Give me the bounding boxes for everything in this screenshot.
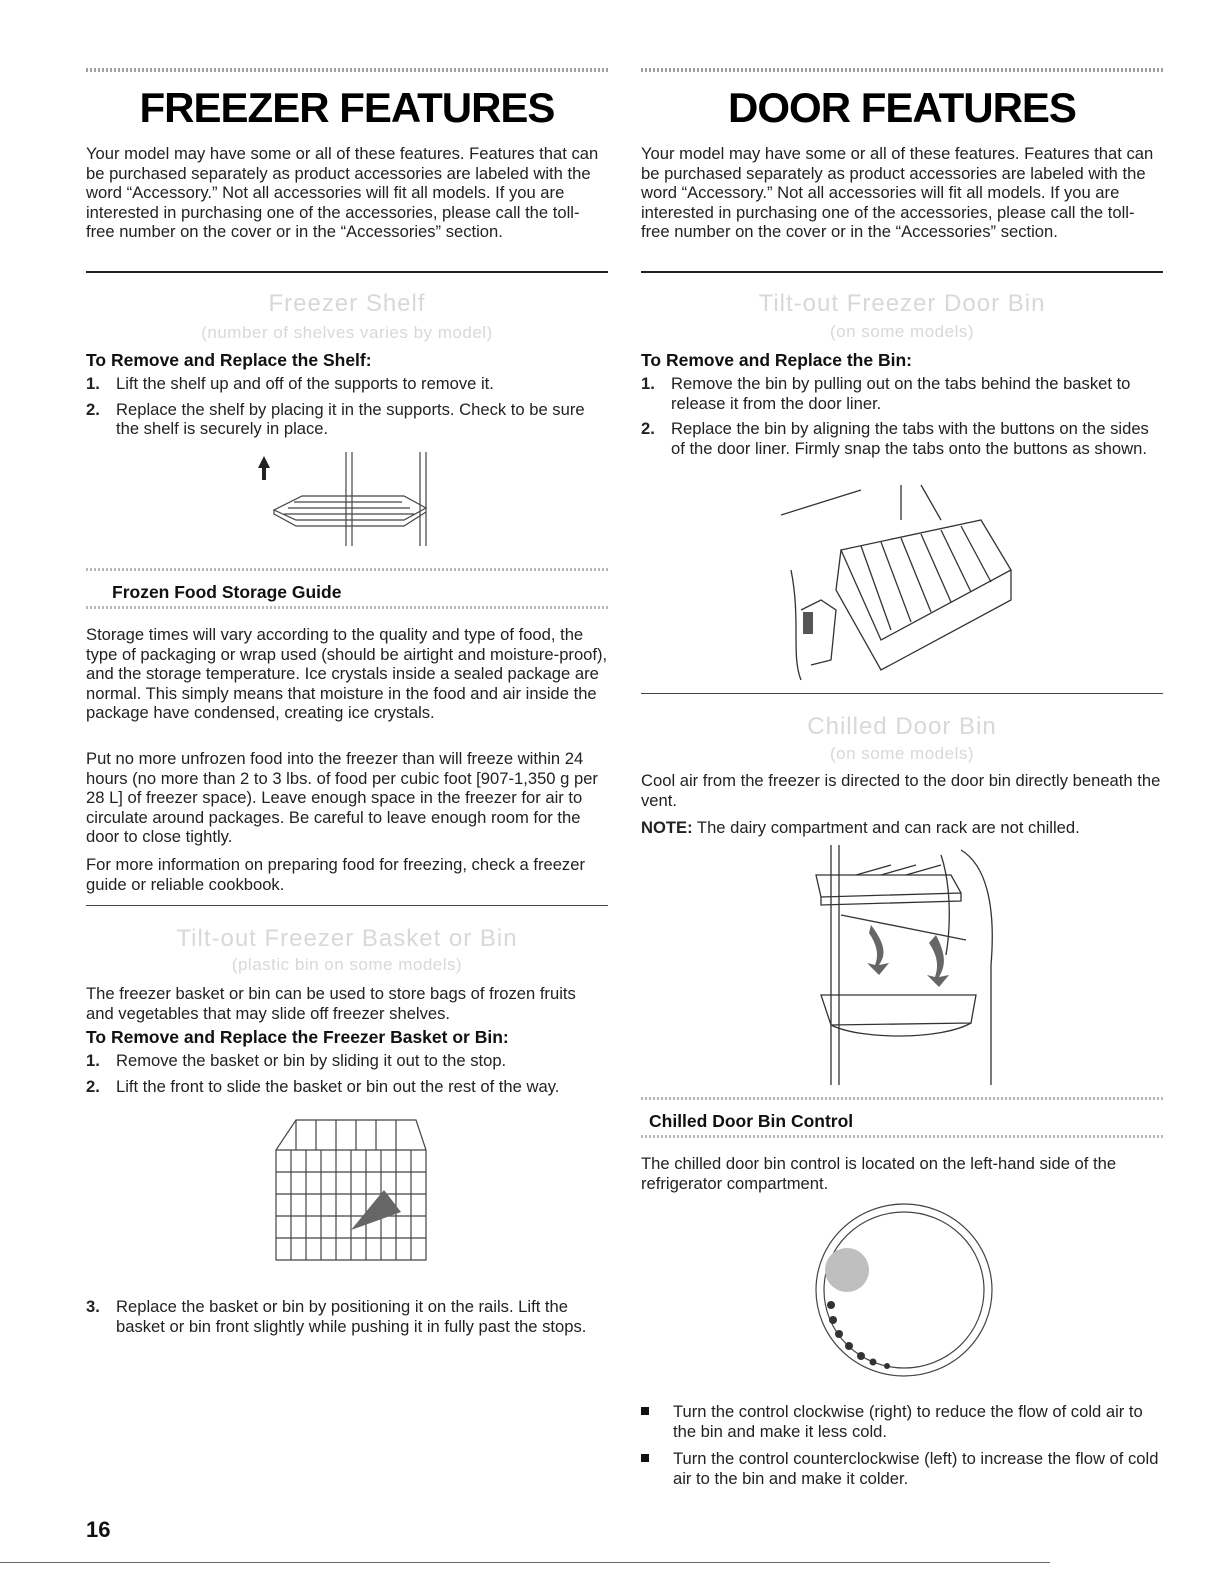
door-bin-step: 2. Replace the bin by aligning the tabs with the buttons on the sides of the door liner. Firmly snap the tabs onto the buttons as shown. [641,419,1149,458]
basket-intro: The freezer basket or bin can be used to store bags of frozen fruits and vegetables that may slide off freezer shelves. [86,984,576,1023]
dial-knob[interactable] [825,1248,869,1292]
basket-title: Tilt-out Freezer Basket or Bin [176,925,518,952]
bottom-rule [0,1562,1050,1563]
control-bottom-rule [641,1135,1163,1138]
control-bullets [641,1402,1163,1496]
divider [641,693,1163,694]
door-bin-step: 1. Remove the bin by pulling out on the tabs behind the basket to release it from the door liner. [641,374,1131,413]
freezer-shelf-subtitle: (number of shelves varies by model) [201,323,493,342]
chilled-bin-illustration [801,845,1001,1090]
basket-steps [86,1051,608,1102]
shelf-step: 2. Replace the shelf by placing it in the supports. Check to be sure the shelf is securely in place. [86,399,585,438]
chilled-control-text: The chilled door bin control is located on the left-hand side of the refrigerator compartment. [641,1154,1117,1193]
guide-bottom-rule [86,606,608,609]
top-dotted-rule [86,68,608,72]
divider [86,271,608,273]
freezer-basket-illustration [266,1110,431,1270]
page-number: 16 [86,1517,111,1542]
divider [86,905,608,906]
chilled-bin-subtitle: (on some models) [829,744,975,763]
airflow-arrow-icon [867,925,889,975]
basket-step-3 [86,1297,608,1342]
guide-top-rule [86,568,608,571]
freezer-features-title: FREEZER FEATURES [139,84,555,131]
remove-bin-heading: To Remove and Replace the Bin: [641,350,912,370]
door-intro: Your model may have some or all of these features. Features that can be purchased separately as product accessories are labeled with the word “Accessory.” Not all accessories will fit all models. If you are interested in purchasing one of the accessories, please call the toll-free number on the cover or in the “Accessories” section. [641,144,1154,241]
basket-subtitle: (plastic bin on some models) [231,955,463,974]
freezer-intro: Your model may have some or all of these features. Features that can be purchased separately as product accessories are labeled with the word “Accessory.” Not all accessories will fit all models. If you are interested in purchasing one of the accessories, please call the toll-free number on the cover or in the “Accessories” section. [86,144,599,241]
remove-shelf-heading: To Remove and Replace the Shelf: [86,350,372,370]
basket-step: 3. Replace the basket or bin by positioning it on the rails. Lift the basket or bin front slightly while pushing it in fully past the stops. [86,1297,587,1336]
control-top-rule [641,1097,1163,1100]
frozen-food-guide-heading: Frozen Food Storage Guide [112,582,342,602]
door-bin-steps [641,374,1163,464]
guide-paragraph-3: For more information on preparing food for freezing, check a freezer guide or reliable cookbook. [86,855,585,894]
chilled-control-heading: Chilled Door Bin Control [649,1111,854,1131]
list-item: Turn the control counterclockwise (left) to increase the flow of cold air to the bin and make it colder. [641,1449,1163,1488]
door-bin-subtitle: (on some models) [829,322,975,341]
door-features-title: DOOR FEATURES [728,84,1076,131]
basket-step: 1. Remove the basket or bin by sliding it out to the stop. [86,1051,507,1070]
remove-basket-heading: To Remove and Replace the Freezer Basket or Bin: [86,1027,509,1047]
freezer-shelf-illustration [254,450,434,550]
shelf-step: 1. Lift the shelf up and off of the supports to remove it. [86,374,494,393]
tilt-arrow-icon [351,1190,401,1230]
list-item: Turn the control clockwise (right) to reduce the flow of cold air to the bin and make it less cold. [641,1402,1163,1441]
chilled-bin-text: Cool air from the freezer is directed to the door bin directly beneath the vent. [641,771,1161,810]
guide-paragraph-1: Storage times will vary according to the quality and type of food, the type of packaging or wrap used (should be airtight and moisture-proof), and the storage temperature. Ice crystals inside a sealed package are normal. This simply means that moisture in the food and air inside the package have condensed, creating ice crystals. [86,625,608,722]
top-dotted-rule [641,68,1163,72]
airflow-arrow-icon [927,935,949,987]
door-bin-illustration [781,480,1021,685]
guide-paragraph-2: Put no more unfrozen food into the freezer than will freeze within 24 hours (no more than 2 to 3 lbs. of food per cubic foot [907-1,350 g per 28 L] of freezer space). Leave enough space in the freezer for air to circulate around packages. Be careful to leave enough room for the door to close tightly. [86,749,598,846]
freezer-shelf-title: Freezer Shelf [268,290,426,317]
shelf-steps [86,374,608,445]
divider [641,271,1163,273]
chilled-bin-title: Chilled Door Bin [807,713,997,740]
basket-step: 2. Lift the front to slide the basket or bin out the rest of the way. [86,1076,560,1096]
control-dial-illustration [809,1200,999,1390]
up-arrow-icon [258,456,270,480]
chilled-bin-note: NOTE: The dairy compartment and can rack are not chilled. [641,818,1080,837]
door-bin-title: Tilt-out Freezer Door Bin [758,290,1046,317]
